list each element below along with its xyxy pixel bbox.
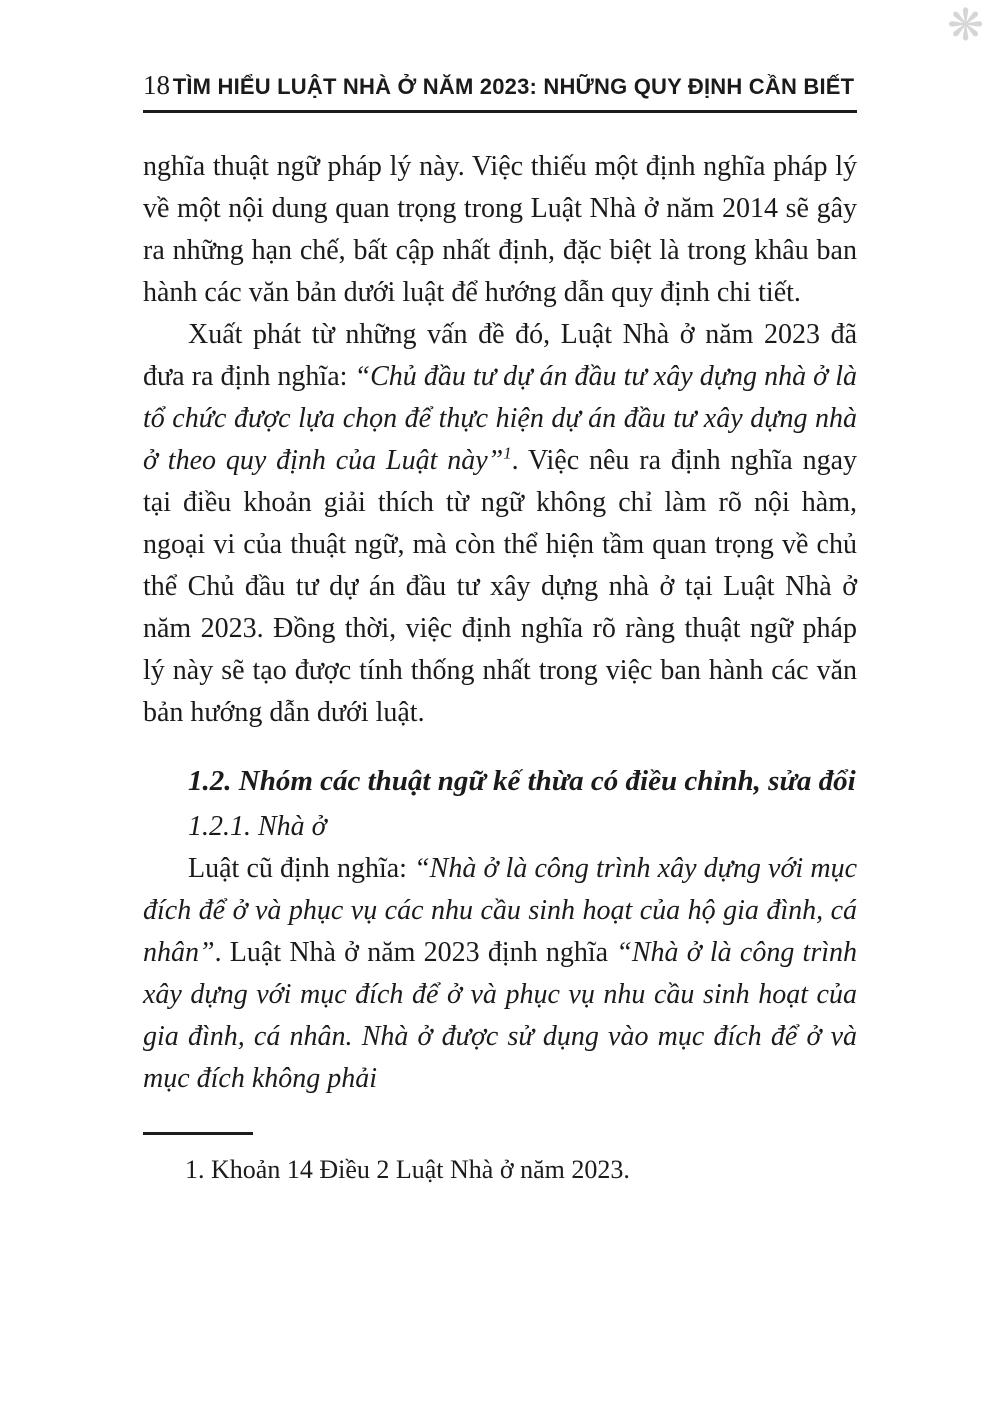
footnote-separator	[143, 1132, 253, 1135]
flower-decoration-icon: ❋	[947, 1, 984, 50]
text-run: 1.2.1. Nhà ở	[188, 811, 327, 842]
subheading	[143, 806, 857, 848]
running-header	[143, 70, 857, 113]
running-header-title: TÌM HIỂU LUẬT NHÀ Ở NĂM 2023: NHỮNG QUY ĐỊNH CẦN BIẾT	[172, 74, 855, 99]
text-run: Luật cũ định nghĩa:	[188, 853, 415, 884]
text-run: . Luật Nhà ở năm 2023 định nghĩa	[214, 937, 617, 968]
heading	[143, 760, 857, 802]
page-content	[143, 70, 857, 1188]
text-run: nghĩa thuật ngữ pháp lý này. Việc thiếu một định nghĩa pháp lý về một nội dung quan trọng trong Luật Nhà ở năm 2014 sẽ gây ra những hạn chế, bất cập nhất định, đặc biệt là trong khâu ban hành các văn bản dưới luật để hướng dẫn quy định chi tiết.	[143, 151, 857, 308]
paragraph	[143, 314, 857, 734]
paragraph	[143, 146, 857, 314]
body-text	[143, 146, 857, 1100]
footnote-block	[143, 1132, 857, 1188]
text-run: “Nhà ở là công trình xây dựng với mục đích để ở và phục vụ nhu cầu sinh hoạt của gia đình, cá nhân. Nhà ở được sử dụng vào mục đích để ở và mục đích không phải	[143, 937, 857, 1094]
footnote-text: 1. Khoản 14 Điều 2 Luật Nhà ở năm 2023.	[185, 1155, 630, 1184]
page-number: 18	[143, 70, 170, 100]
text-run: “Nhà ở là công trình xây dựng với mục đích để ở và phục vụ các nhu cầu sinh hoạt của hộ gia đình, cá nhân”	[143, 853, 857, 968]
text-run: Xuất phát từ những vấn đề đó, Luật Nhà ở năm 2023 đã đưa ra định nghĩa:	[143, 319, 857, 392]
footnote-reference: 1	[503, 443, 512, 463]
text-run: 1.2. Nhóm các thuật ngữ kế thừa có điều chỉnh, sửa đổi	[188, 765, 856, 797]
text-run: “Chủ đầu tư dự án đầu tư xây dựng nhà ở là tổ chức được lựa chọn để thực hiện dự án đầu tư xây dựng nhà ở theo quy định của Luật này”	[143, 361, 857, 476]
text-run: . Việc nêu ra định nghĩa ngay tại điều khoản giải thích từ ngữ không chỉ làm rõ nội hàm, ngoại vi của thuật ngữ, mà còn thể hiện tầm quan trọng về chủ thể Chủ đầu tư dự án đầu tư xây dựng nhà ở tại Luật Nhà ở năm 2023. Đồng thời, việc định nghĩa rõ ràng thuật ngữ pháp lý này sẽ tạo được tính thống nhất trong việc ban hành các văn bản hướng dẫn dưới luật.	[143, 445, 858, 728]
paragraph	[143, 848, 857, 1100]
